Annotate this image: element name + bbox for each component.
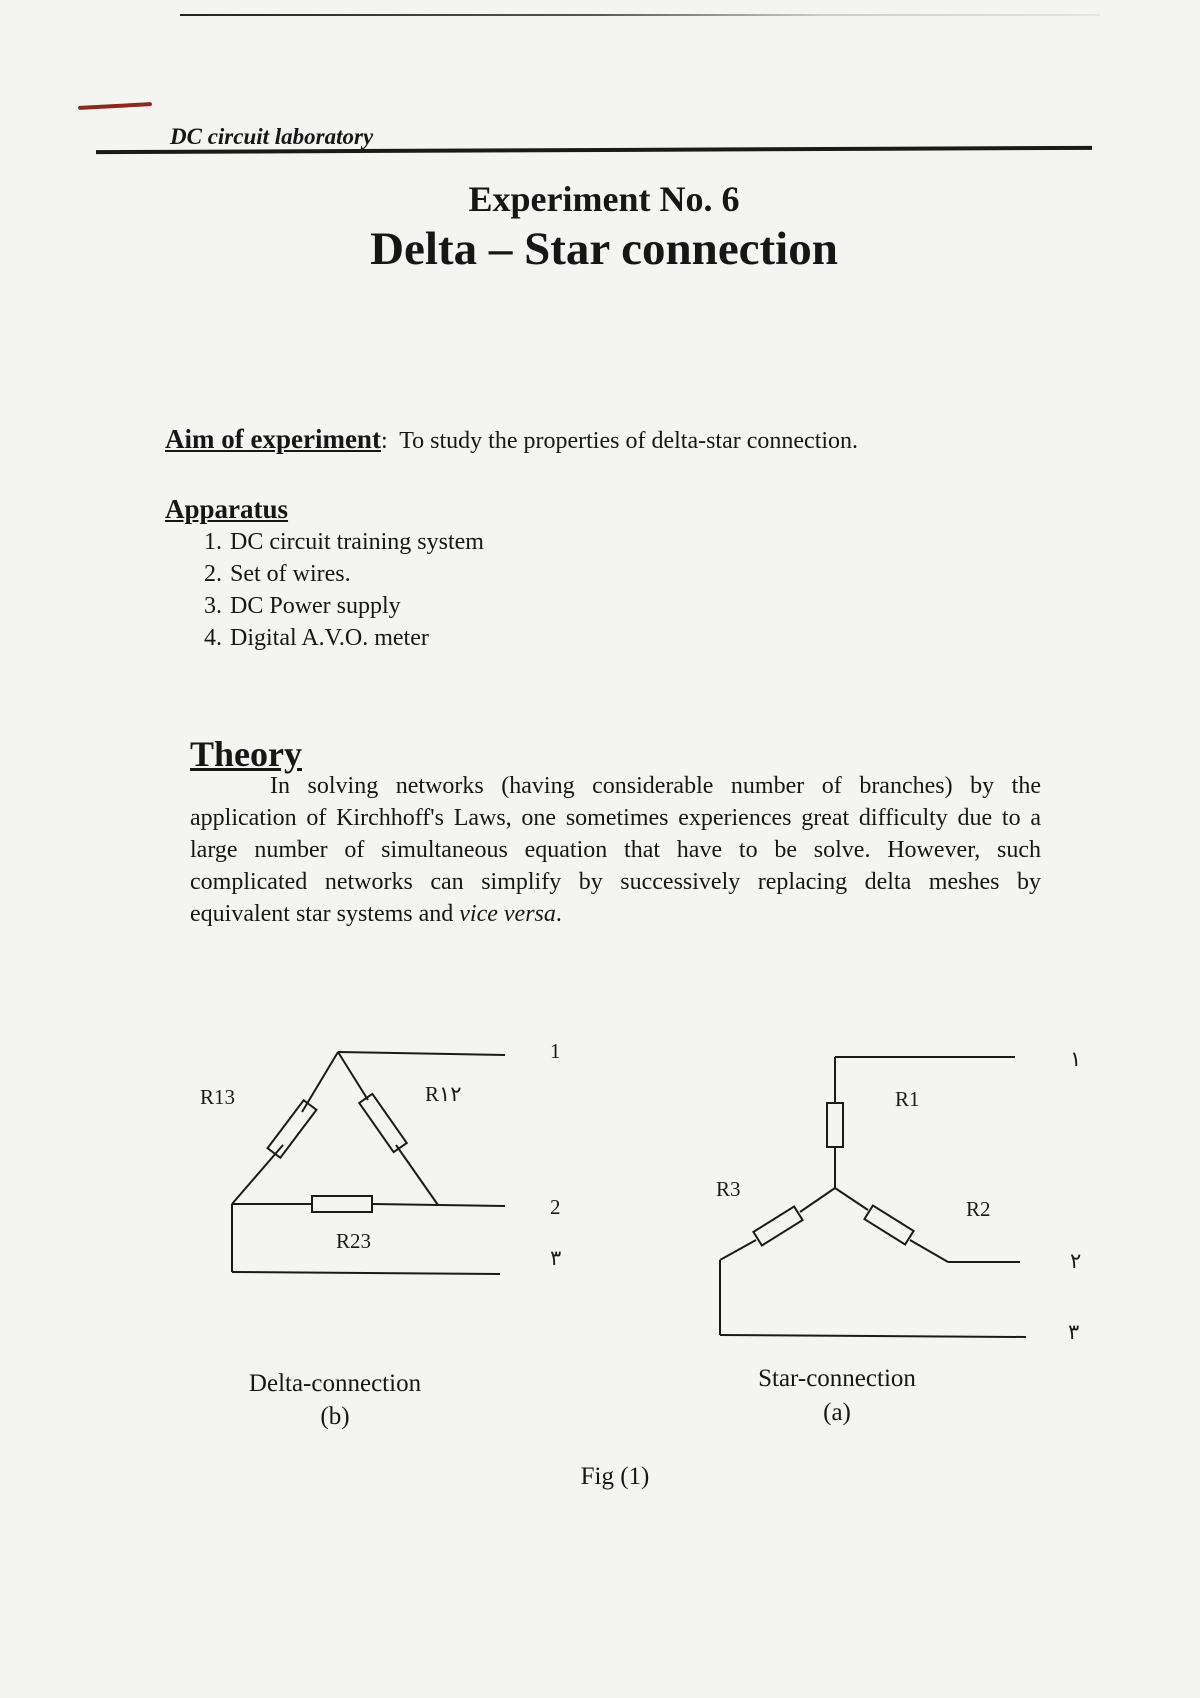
label-r23: R23 [336, 1229, 372, 1253]
aim-separator: : [380, 428, 388, 454]
label-r13: R13 [200, 1085, 236, 1109]
aim-label: Aim of experiment [165, 424, 381, 454]
delta-terminal-1: 1 [550, 1039, 561, 1063]
star-terminal-1: ۱ [1070, 1047, 1082, 1071]
star-wire [910, 1240, 948, 1262]
delta-wire-2 [372, 1204, 505, 1206]
delta-terminal-2: 2 [550, 1195, 561, 1219]
theory-italic-text: vice versa [459, 901, 556, 927]
list-item: 4. Digital A.V.O. meter [228, 622, 484, 654]
star-wire-bottom [720, 1335, 1026, 1337]
figure-caption: Fig (1) [580, 1463, 650, 1490]
list-item: 3. DC Power supply [228, 590, 484, 622]
list-item: 2. Set of wires. [228, 558, 484, 590]
delta-wire-3 [232, 1272, 500, 1274]
page-title: Delta – Star connection [370, 223, 838, 275]
resistor-r1 [827, 1103, 843, 1147]
star-subcaption: (a) [823, 1399, 851, 1426]
apparatus-heading: Apparatus [165, 494, 289, 524]
resistor-r13 [268, 1100, 317, 1158]
aim-text: To study the properties of delta-star connection. [399, 428, 859, 454]
star-terminal-3: ۳ [1068, 1320, 1080, 1344]
star-wire [720, 1240, 756, 1260]
resistor-r2 [864, 1205, 913, 1244]
label-r12: R۱۲ [425, 1082, 462, 1106]
resistor-r12 [359, 1094, 407, 1152]
theory-end-text: . [555, 901, 562, 927]
delta-wire [396, 1145, 438, 1205]
delta-subcaption: (b) [320, 1403, 350, 1430]
theory-heading: Theory [190, 734, 302, 774]
figure-labels [200, 1039, 1081, 1344]
delta-caption: Delta-connection [248, 1370, 422, 1397]
delta-wire-top [338, 1052, 505, 1055]
star-caption: Star-connection [758, 1365, 916, 1392]
label-r2: R2 [966, 1197, 991, 1221]
resistor-r23 [312, 1196, 372, 1212]
label-r1: R1 [895, 1087, 920, 1111]
theory-main-text: In solving networks (having considerable number of branches) by the application of Kirchhoff's Laws, one sometimes experiences great difficulty due to a large number of simultaneous equation that have to be solve. However, such complicated networks can simplify by successively replacing delta meshes by equivalent star systems and [190, 773, 1041, 927]
resistor-r3 [753, 1206, 802, 1245]
running-header: DC circuit laboratory [170, 124, 374, 149]
list-item: 1. DC circuit training system [228, 526, 484, 558]
star-terminal-2: ۲ [1070, 1249, 1082, 1273]
experiment-number: Experiment No. 6 [468, 179, 740, 219]
star-wire [835, 1188, 868, 1210]
label-r3: R3 [716, 1177, 741, 1201]
delta-terminal-3: ۳ [550, 1246, 562, 1270]
delta-wire [338, 1052, 368, 1100]
star-wire [800, 1188, 835, 1212]
